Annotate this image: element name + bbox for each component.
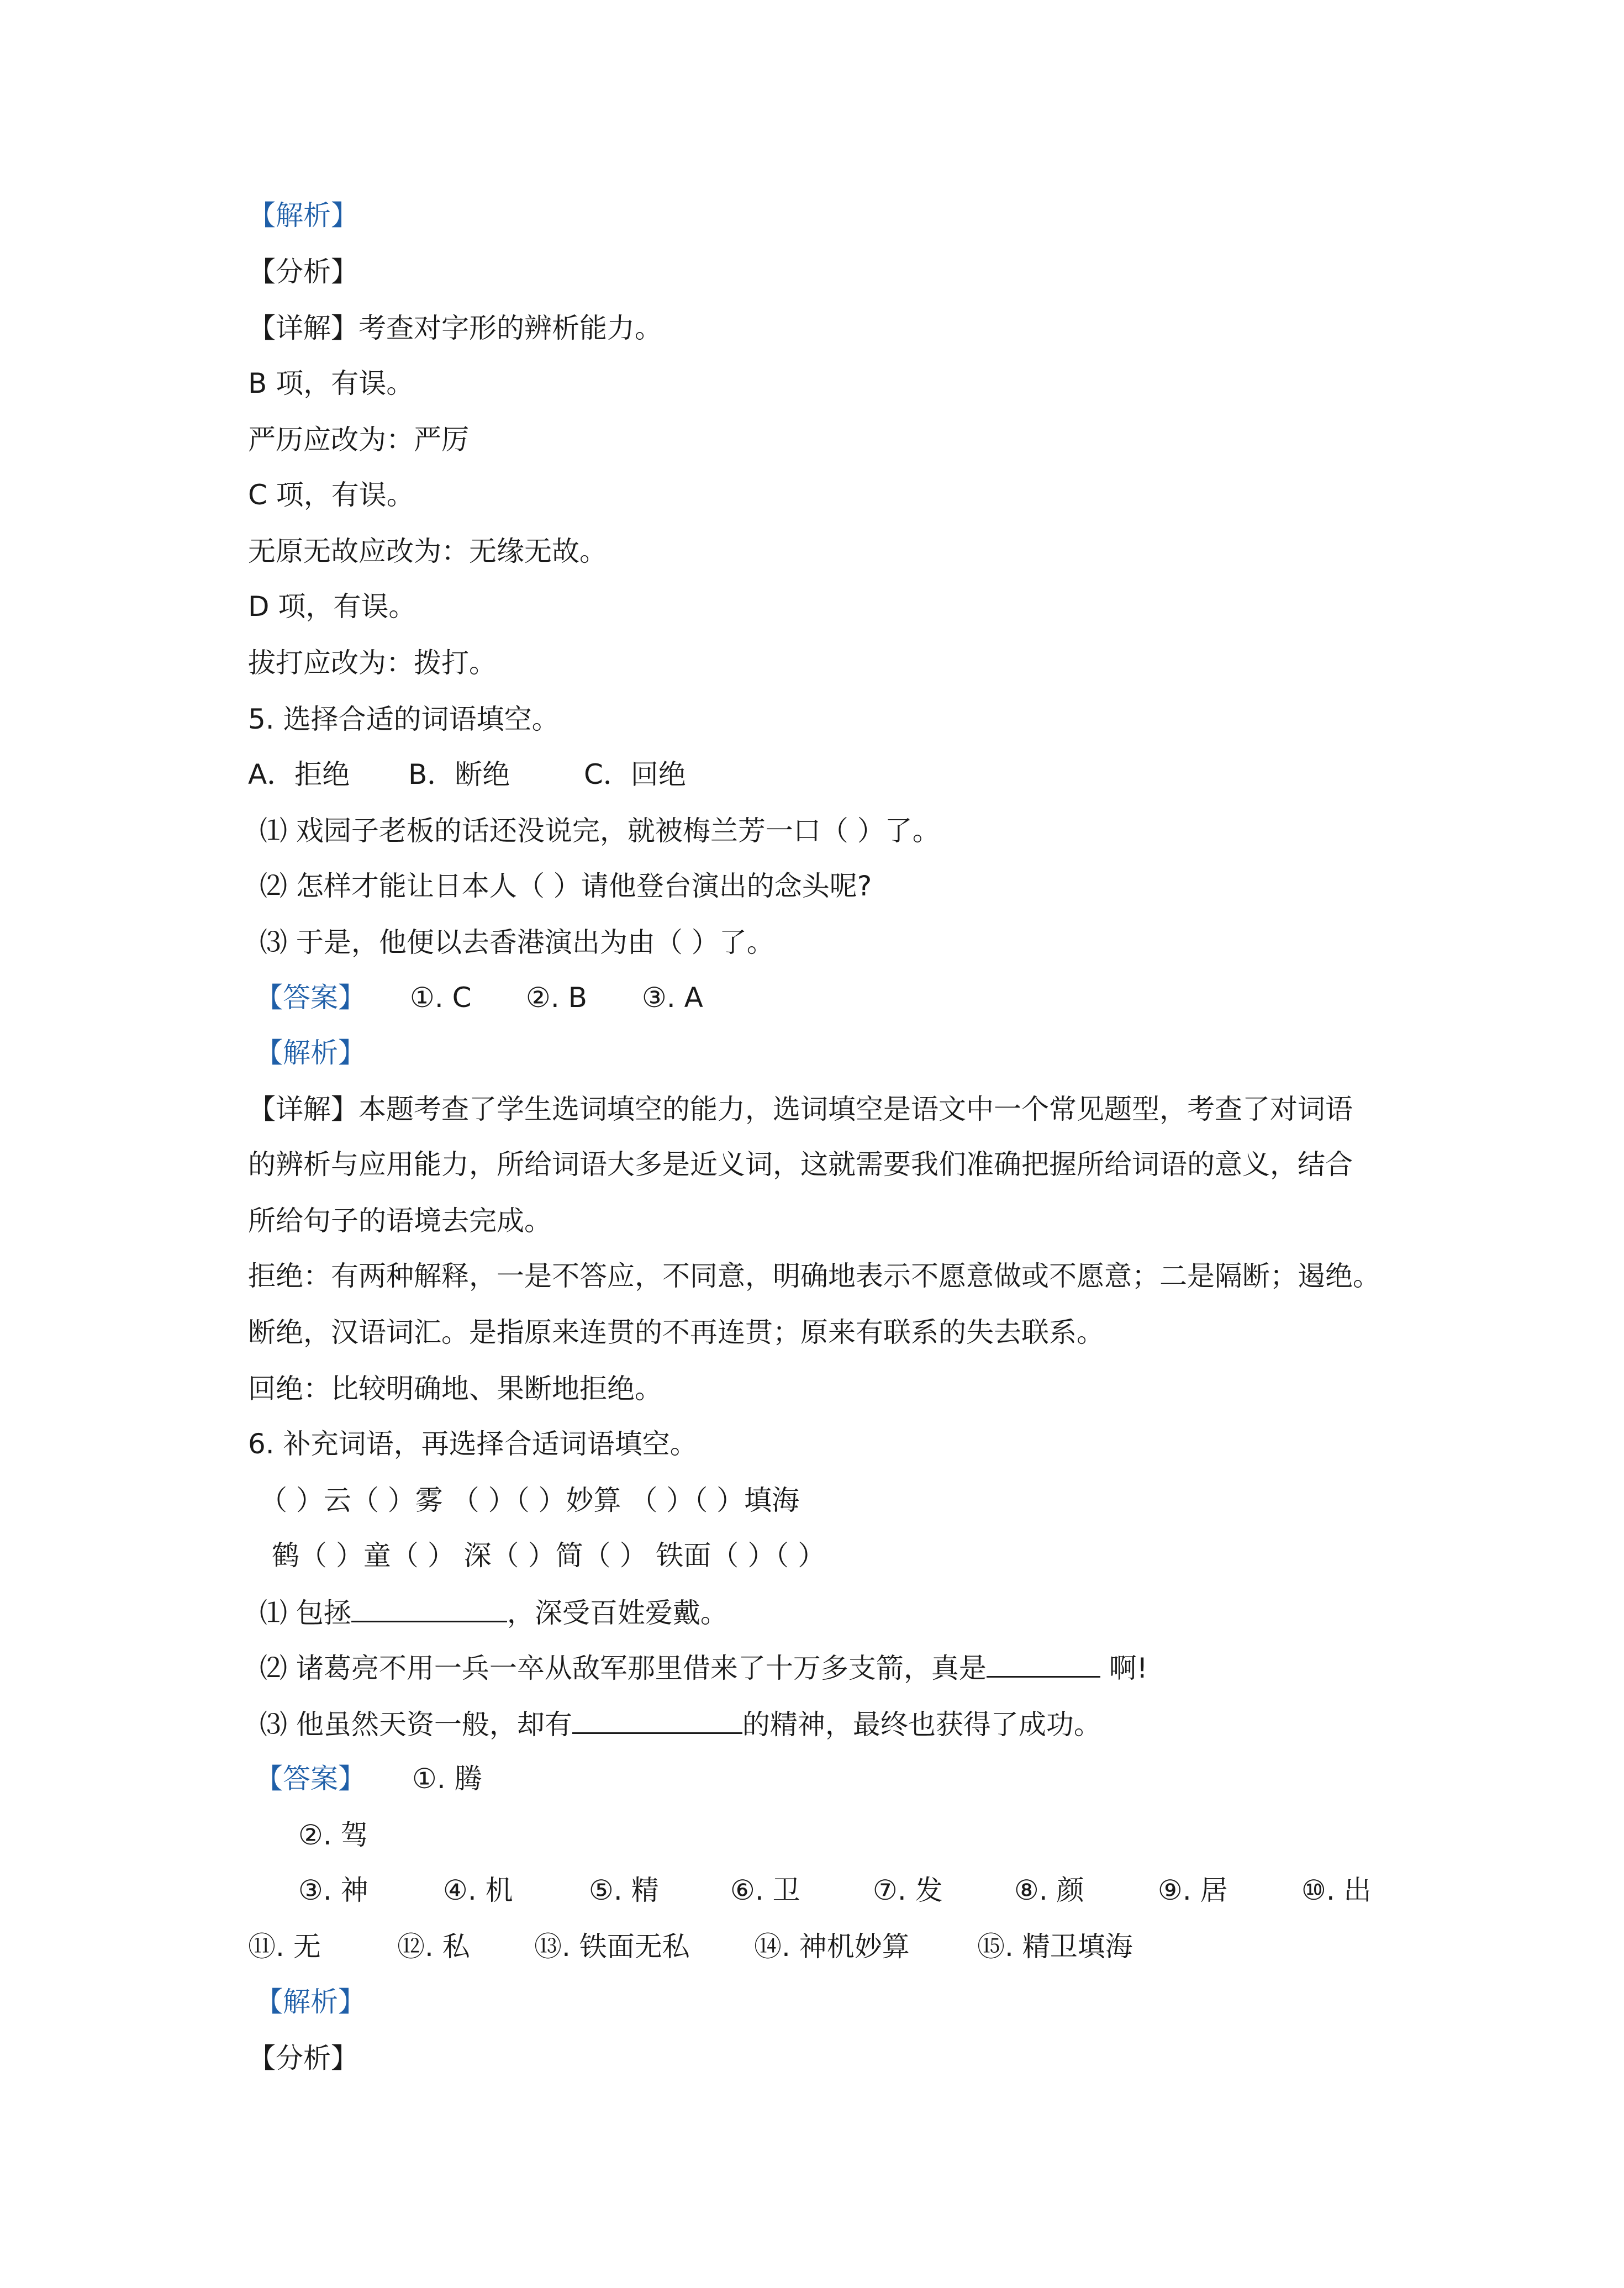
- question-6-words-row-1: （ ）云（ ）雾 （ ）（ ）妙算 （ ）（ ）填海: [260, 1484, 800, 1516]
- answer-6-3: ③. 神: [298, 1874, 368, 1906]
- sentence-3-start: ⑶ 他虽然天资一般，却有: [260, 1709, 572, 1741]
- question-5-options: [248, 758, 686, 791]
- section-label-jiexi-2: 【解析】: [255, 1037, 366, 1069]
- answer-6-11: ⑪. 无: [248, 1931, 321, 1963]
- section-label-jiexi-3: 【解析】: [255, 1986, 366, 2018]
- blank-field: [351, 1595, 507, 1622]
- section-label-fenxi: 【分析】: [248, 256, 358, 288]
- answer-6-15: ⑮. 精卫填海: [977, 1931, 1133, 1963]
- explanation-line-2: 的辨析与应用能力，所给词语大多是近义词，这就需要我们准确把握所给词语的意义，结合: [248, 1148, 1353, 1180]
- sentence-2-start: ⑵ 诸葛亮不用一兵一卒从敌军那里借来了十万多支箭，真是: [260, 1652, 987, 1684]
- answer-label: 【答案】: [255, 1763, 366, 1795]
- item-c-correction: 无原无故应改为：无缘无故。: [248, 535, 607, 567]
- question-5-sentence-2: ⑵ 怎样才能让日本人（ ）请他登台演出的念头呢?: [260, 870, 872, 902]
- question-6-title: 6. 补充词语，再选择合适词语填空。: [248, 1428, 698, 1460]
- item-d-note: D 项，有误。: [248, 591, 416, 623]
- answer-6-14: ⑭. 神机妙算: [754, 1931, 910, 1963]
- answer-6-13: ⑬. 铁面无私: [534, 1931, 690, 1963]
- answer-6-6: ⑥. 卫: [730, 1874, 800, 1906]
- answer-5-1: ①. C: [410, 982, 472, 1014]
- option-c: C．回绝: [584, 758, 686, 790]
- answer-5-2: ②. B: [526, 982, 587, 1014]
- blank-field: [987, 1651, 1100, 1678]
- answer-5-3: ③. A: [642, 982, 703, 1014]
- item-b-correction: 严历应改为：严厉: [248, 424, 469, 456]
- answer-6-4: ④. 机: [443, 1874, 513, 1906]
- sentence-1-end: ，深受百姓爱戴。: [507, 1597, 728, 1629]
- definition-huijue: 回绝：比较明确地、果断地拒绝。: [248, 1373, 662, 1405]
- answer-6-12: ⑫. 私: [397, 1931, 470, 1963]
- answer-6-2: ②. 驾: [298, 1819, 368, 1851]
- definition-duanjue: 断绝，汉语词汇。是指原来连贯的不再连贯；原来有联系的失去联系。: [248, 1316, 1104, 1348]
- question-6-sentence-2: [260, 1651, 1148, 1685]
- section-label-fenxi-2: 【分析】: [248, 2042, 358, 2074]
- question-6-sentence-1: [260, 1595, 728, 1630]
- answer-6-5: ⑤. 精: [589, 1874, 659, 1906]
- item-b-note: B 项，有误。: [248, 367, 414, 399]
- option-b: B．断绝: [408, 758, 510, 790]
- question-5-sentence-3: ⑶ 于是，他便以去香港演出为由（ ）了。: [260, 926, 774, 958]
- answer-6-8: ⑧. 颜: [1014, 1874, 1084, 1906]
- explanation-line-3: 所给句子的语境去完成。: [248, 1205, 552, 1237]
- item-d-correction: 拔打应改为：拨打。: [248, 647, 497, 679]
- item-c-note: C 项，有误。: [248, 479, 414, 511]
- answer-row-6: [255, 1762, 482, 1795]
- answer-row-6-b: [298, 1874, 1372, 1907]
- definition-jujue: 拒绝：有两种解释，一是不答应，不同意，明确地表示不愿意做或不愿意；二是隔断；遏绝。: [248, 1260, 1380, 1292]
- answer-row-5: [255, 981, 703, 1014]
- answer-6-1: ①. 腾: [412, 1763, 482, 1795]
- sentence-3-end: 的精神，最终也获得了成功。: [742, 1709, 1101, 1741]
- option-a: A．拒绝: [248, 758, 350, 790]
- section-label-jiexi: 【解析】: [248, 199, 358, 231]
- answer-6-10: ⑩. 出: [1301, 1874, 1372, 1906]
- explanation-line-1: 【详解】本题考查了学生选词填空的能力，选词填空是语文中一个常见题型，考查了对词语: [248, 1093, 1353, 1125]
- detail-text: 【详解】考查对字形的辨析能力。: [248, 312, 662, 344]
- question-5-sentence-1: ⑴ 戏园子老板的话还没说完，就被梅兰芳一口（ ）了。: [260, 815, 940, 847]
- sentence-1-start: ⑴ 包拯: [260, 1597, 351, 1629]
- question-6-sentence-3: [260, 1707, 1101, 1741]
- answer-6-9: ⑨. 居: [1158, 1874, 1228, 1906]
- sentence-2-end: 啊!: [1100, 1652, 1148, 1684]
- answer-row-6-c: [248, 1930, 1133, 1963]
- question-5-title: 5. 选择合适的词语填空。: [248, 703, 560, 735]
- blank-field: [572, 1707, 742, 1734]
- question-6-words-row-2: 鹤（ ）童（ ） 深（ ）简（ ） 铁面（ ）（ ）: [272, 1540, 826, 1572]
- answer-label: 【答案】: [255, 982, 366, 1014]
- answer-6-7: ⑦. 发: [873, 1874, 943, 1906]
